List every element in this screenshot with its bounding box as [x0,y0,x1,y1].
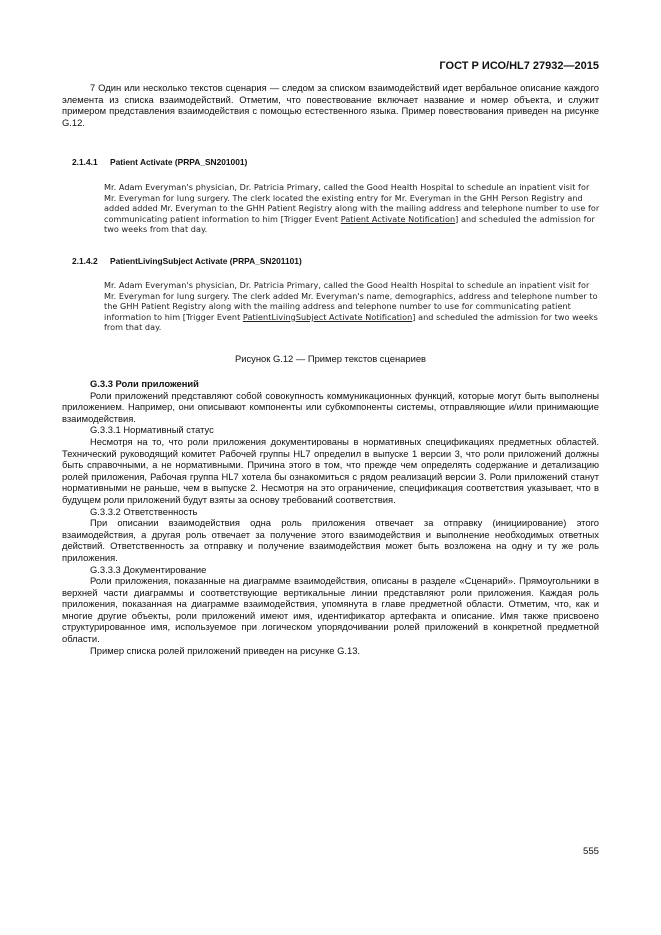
section-title: Patient Activate (PRPA_SN201001) [110,157,248,167]
section-title: PatientLivingSubject Activate (PRPA_SN201101) [110,256,302,266]
trigger-event-link[interactable]: PatientLivingSubject Activate Notification [242,311,413,322]
storyboard-text-1: Mr. Adam Everyman's physician, Dr. Patricia Primary, called the Good Health Hospital to schedule an inpatient visit for Mr. Everyman for lung surgery. The clerk located the existing entry for Mr. Everyman in the GHH Person Registry and added added Mr. Everyman to the GHH Patient Registry along with the mailing address and telephone number to use for communicating patient information to him [Trigger Event Patient Activate Notification] and scheduled the admission for two weeks from that day. [104,182,600,235]
paragraph: Несмотря на то, что роли приложения документированы в нормативных спецификациях предметных областей. Технический руководящий комитет Рабочей группы HL7 определил в выпуске 1 версии 3, что роли приложений должны быть справочными, а не нормативными. Причина этого в том, что прежде чем определять содержание и детализацию ролей приложения, Рабочая группа HL7 хотела бы ознакомиться с рядом реализаций версии 3. Роли приложений станут нормативными не раньше, чем в выпуске 2. Несмотря на это ограничение, спецификация соответствия указывает, что в будущем роли приложений будут взяты за основу требований соответствия. [62,435,599,505]
paragraph: Пример списка ролей приложений приведен на рисунке G.13. [90,644,361,656]
document-code: ГОСТ Р ИСО/HL7 27932—2015 [439,60,599,72]
paragraph: Роли приложения, показанные на диаграмме взаимодействия, описаны в разделе «Сценарий». Прямоугольники в верхней части диаграммы и соответствующие вертикальные линии представляют роли приложения. Каждая роль приложения, показанная на диаграмме взаимодействия, упомянута в главе предметной области. Отметим, что, как и многие другие объекты, роли приложений имеют имя, идентификатор артефакта и описание. Имя также присвоено структурированное имя, используемое при логическом упорядочивании ролей приложений в конкретной предметной области. [62,575,599,645]
subsection-heading: G.3.3.1 Нормативный статус [90,424,214,436]
section-heading: G.3.3 Роли приложений [90,378,199,389]
paragraph: При описании взаимодействия одна роль приложения отвечает за отправку (инициирование) этого взаимодействия, а другая роль отвечает за получение этого взаимодействия и выполнение необходимых ответных действий. Ответственность за отправку и получение взаимодействия может быть возложена на одну и ту же роль приложения. [62,517,599,563]
subsection-heading: G.3.3.3 Документирование [90,563,207,575]
storyboard-heading-2 [72,256,302,266]
intro-paragraph: 7 Один или несколько текстов сценария — следом за списком взаимодействий идет вербальное описание каждого элемента из списка взаимодействий. Отметим, что повествование включает название и номер объекта, и служит примером представления взаимодействия с помощью естественного языка. Пример повествования приведен на рисунке G.12. [62,82,599,128]
storyboard-heading-1 [72,157,247,167]
storyboard-text-2: Mr. Adam Everyman's physician, Dr. Patricia Primary, called the Good Health Hospital to schedule an inpatient visit for Mr. Everyman for lung surgery. The clerk added Mr. Everyman's name, demographics, address and telephone number to the GHH Patient Registry along with the mailing address and telephone number to use for communicating patient information to him [Trigger Event PatientLivingSubject Activate Notification] and scheduled the admission for two weeks from that day. [104,280,598,333]
section-number: 2.1.4.2 [72,256,98,266]
subsection-heading: G.3.3.2 Ответственность [90,505,198,517]
page-number: 555 [582,846,599,857]
trigger-event-link[interactable]: Patient Activate Notification [340,213,456,224]
paragraph: Роли приложений представляют собой совокупность коммуникационных функций, которые могут быть выполнены приложением. Например, они описывают компоненты или субкомпоненты системы, отправляющие и/или принимающие взаимодействия. [62,389,599,424]
section-number: 2.1.4.1 [72,157,98,167]
figure-caption: Рисунок G.12 — Пример текстов сценариев [234,353,427,364]
body-text [62,378,599,656]
